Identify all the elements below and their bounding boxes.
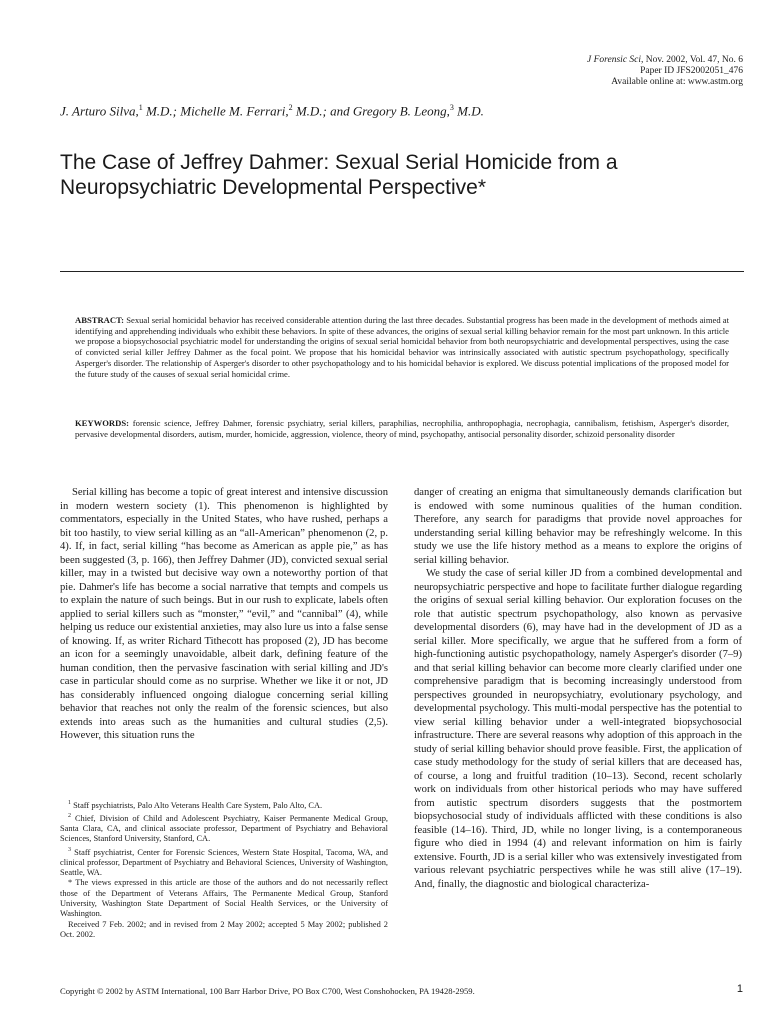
author-degree: M.D. bbox=[453, 103, 484, 119]
author-name: J. Arturo Silva, bbox=[60, 103, 139, 119]
footnote bbox=[60, 920, 388, 941]
author-degree: M.D.; bbox=[142, 103, 181, 119]
keywords-text: forensic science, Jeffrey Dahmer, forensic psychiatry, serial killers, paraphilias, necrophilia, anthropophagia, necrophagia, cannibalism, fetishism, Asperger's disorder, pervasive developmental disorders, autism, murder, homicide, aggression, violence, theory of mind, psychopathy, antisocial personality disorder, schizoid personality disorder bbox=[75, 418, 729, 439]
author-affiliation-mark: 3 bbox=[449, 103, 454, 112]
author-name: Gregory B. Leong, bbox=[352, 103, 450, 119]
paper-title: The Case of Jeffrey Dahmer: Sexual Serial Homicide from a Neuropsychiatric Developmental Perspective* bbox=[60, 151, 618, 199]
footnote-text: Staff psychiatrist, Center for Forensic Sciences, Western State Hospital, Tacoma, WA, and clinical professor, Department of Psychiatry and Behavioral Sciences, University of Washington, Seattle, WA. bbox=[60, 847, 388, 878]
journal-name: J Forensic Sci, bbox=[587, 55, 644, 65]
body-column-left bbox=[60, 486, 388, 743]
author-degree: M.D.; and bbox=[292, 103, 353, 119]
availability: Available online at: www.astm.org bbox=[611, 77, 743, 87]
footnote bbox=[60, 845, 388, 879]
body-paragraph: danger of creating an enigma that simultaneously demands clarification but is endowed with some numinous qualities of the human condition. Therefore, any search for paradigms that provide novel approaches for understanding serial killing behavior may be refreshingly welcome. In this study we use the life history method as a means to explore the origins of serial killing behavior. bbox=[414, 487, 742, 566]
paper-id: Paper ID JFS2002051_476 bbox=[640, 66, 743, 76]
body-paragraph: We study the case of serial killer JD from a combined developmental and neuropsychiatric perspective and hope to facilitate further dialogue regarding the origins of sexual serial killing behavior. Our exploration focuses on the role that autistic spectrum psychopathology, also known as pervasive developmental disorders (6), may have had in the development of JD as a serial killer. More specifically, we argue that he suffered from a form of high-functioning autistic psychopathology, namely Asperger's disorder (7–9) and that serial killing behavior can become more clearly clarified under one comprehensive paradigm that is becoming increasingly understood from perspectives grounded in neuropsychiatry, evolutionary psychology, and developmental psychology. This multi-modal perspective has the potential to view serial killing behavior under a well-integrated biopsychosocial infrastructure. There are several reasons why adoption of this approach in the study of serial killing behavior should prove feasible. First, the application of case study methodology for the study of serial killers that are deceased has, of course, a long and fruitful tradition (10–13). Second, recent scholarly work on individuals from other historical periods who may have suffered from autistic spectrum disorders suggests that the postmortem biopsychosocial study of individuals afflicted with these conditions is also feasible (14–16). Third, JD, while no longer living, is a contemporaneous figure who died in 1994 (4) and relevant information on him is fairly extensive. Fourth, JD is a serial killer who was extensively investigated from various relevant psychiatric perspectives while he was still alive (17–19). And, finally, the diagnostic and biological characteriza- bbox=[414, 568, 742, 890]
abstract bbox=[75, 315, 729, 379]
page-number: 1 bbox=[736, 983, 743, 995]
journal-issue: Nov. 2002, Vol. 47, No. 6 bbox=[643, 55, 743, 65]
footnote bbox=[60, 798, 388, 811]
keywords-label: KEYWORDS: bbox=[75, 418, 129, 428]
abstract-label: ABSTRACT: bbox=[75, 315, 125, 325]
author-name: Michelle M. Ferrari, bbox=[180, 103, 289, 119]
author-affiliation-mark: 1 bbox=[138, 103, 143, 112]
journal-info bbox=[413, 55, 743, 88]
footnotes bbox=[60, 798, 388, 940]
journal-citation bbox=[413, 55, 743, 66]
footnote-text: Chief, Division of Child and Adolescent Psychiatry, Kaiser Permanente Medical Group, Santa Clara, CA, and clinical associate professor, Department of Psychiatry and Behavioral Sciences, Stanford University, Stanford, CA. bbox=[60, 813, 388, 844]
footnote-text: Received 7 Feb. 2002; and in revised from 2 May 2002; accepted 5 May 2002; published 2 Oct. 2002. bbox=[60, 919, 388, 939]
footnote-mark: 3 bbox=[68, 846, 71, 853]
abstract-text: Sexual serial homicidal behavior has received considerable attention during the last three decades. Substantial progress has been made in the development of methods aimed at identifying and apprehending individuals who exhibit these behaviors. In spite of these advances, the origins of sexual serial killing behavior remain for the most part unknown. In this article we propose a biopsychosocial psychiatric model for understanding the origins of sexual serial homicidal behavior from both neuropsychiatric and developmental perspectives, using the case of convicted serial killer Jeffrey Dahmer as the focal point. We propose that his homicidal behavior was intrinsically associated with autistic spectrum psychopathology, specifically Asperger's disorder. The relationship of Asperger's disorder to other psychopathology and to his homicidal behavior is explored. We discuss potential implications of the proposed model for the future study of the causes of sexual serial homicidal crime. bbox=[75, 315, 729, 379]
footnote-mark: 1 bbox=[68, 800, 71, 806]
footnote bbox=[60, 878, 388, 919]
author-list bbox=[60, 103, 720, 119]
footnote bbox=[60, 811, 388, 845]
body-paragraph: Serial killing has become a topic of great interest and intensive discussion in modern western society (1). This phenomenon is highlighted by commentators, especially in the United States, who have rushed, perhaps a bit too hastily, to view serial killing as an “all-American” phenomenon (2, p. 4). If, in fact, serial killing “has become as American as apple pie,” as has been suggested (3, p. 166), then Jeffrey Dahmer (JD), convicted sexual serial killer, may in a twisted but decisive way own a noteworthy portion of that pie. Dahmer's life has become a social narrative that tempts and compels us to explain the nature of such beings. But in our rush to explicate, labels often applied to serial killers such as “monster,” “evil,” and “cannibal” (4), while helping us reduce our existential anxieties, may also lure us into a false sense of knowing. If, as writer Richard Tithecott has proposed (2), JD has become an icon for a seemingly unavoidable, albeit dark, defining feature of the human condition, then the pervasive fascination with serial killing and JD's case in particular should come as no surprise. Whether we like it or not, JD has considerably influenced ongoing dialogue concerning serial killing behavior that reaches not only the realm of the forensic sciences, but also extends into areas such as the humanities and cultural studies (2,5). However, this situation runs the bbox=[60, 487, 388, 741]
body-column-right bbox=[414, 486, 742, 891]
footnote-text: * The views expressed in this article are those of the authors and do not necessarily reflect those of the Department of Veterans Affairs, The Permanente Medical Group, Stanford University, Washington State Department of Social Health Services, or the University of Washington. bbox=[60, 878, 388, 919]
keywords bbox=[75, 418, 729, 439]
copyright-notice: Copyright © 2002 by ASTM International, 100 Barr Harbor Drive, PO Box C700, West Conshohocken, PA 19428-2959. bbox=[60, 986, 475, 996]
footnote-text: Staff psychiatrists, Palo Alto Veterans Health Care System, Palo Alto, CA. bbox=[71, 800, 323, 810]
title-divider bbox=[60, 271, 744, 272]
author-affiliation-mark: 2 bbox=[288, 103, 293, 112]
footnote-mark: 2 bbox=[68, 813, 71, 820]
